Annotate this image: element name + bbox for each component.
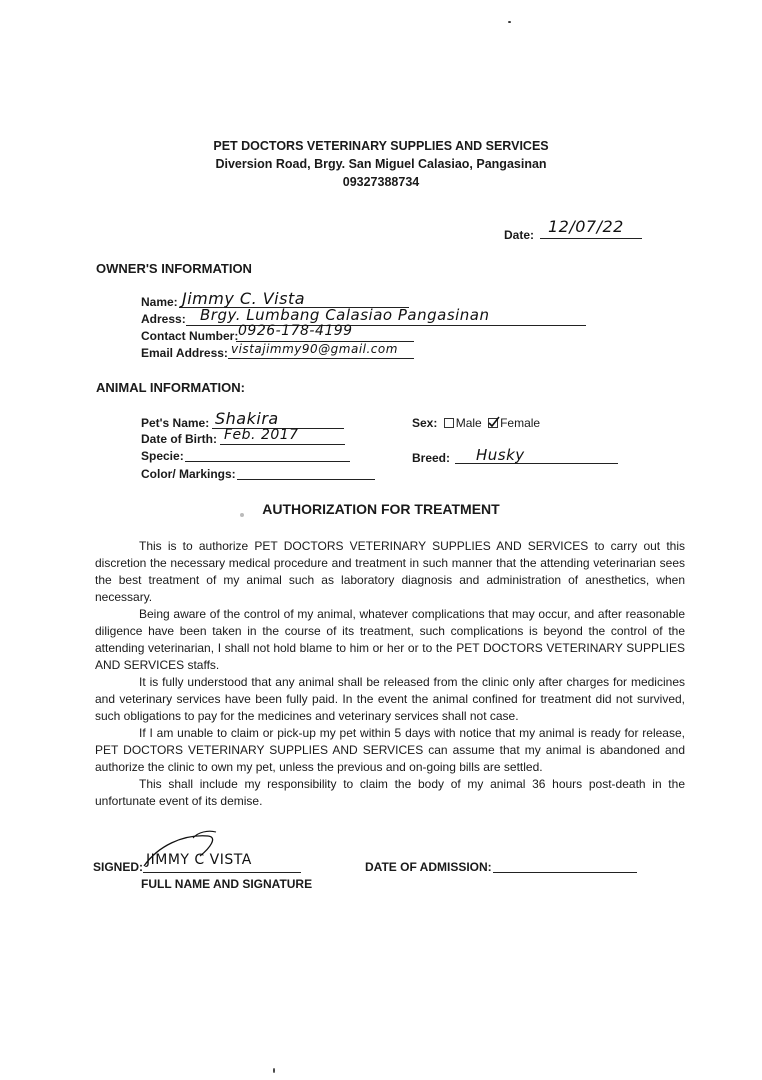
male-option-label: Male xyxy=(455,416,482,430)
authorization-body xyxy=(95,538,685,810)
scan-speck xyxy=(273,1068,275,1073)
pet-name-label: Pet's Name: xyxy=(141,416,210,430)
authorization-paragraph-5: This shall include my responsibility to claim the body of my animal 36 hours post-death in the unfortunate event of its demise. xyxy=(95,777,685,808)
contact-number-value: 0926-178-4199 xyxy=(238,323,353,339)
checkmark-icon xyxy=(488,416,500,428)
email-value: vistajimmy90@gmail.com xyxy=(231,342,398,356)
dob-label: Date of Birth: xyxy=(141,432,217,446)
signature-caption: FULL NAME AND SIGNATURE xyxy=(141,877,313,891)
sex-label: Sex: xyxy=(412,416,438,430)
sex-field xyxy=(412,416,540,430)
color-markings-line xyxy=(237,479,375,480)
signed-label: SIGNED: xyxy=(93,860,144,874)
authorization-paragraph-4: If I am unable to claim or pick-up my pet within 5 days with notice that my animal is ready for release, PET DOCTORS VETERINARY SUPPLIES AND SERVICES can assume that my animal is abandoned and authorize the clinic to own my pet, unless the previous and on-going bills are settled. xyxy=(95,726,685,774)
authorization-paragraph-1: This is to authorize PET DOCTORS VETERINARY SUPPLIES AND SERVICES to carry out this discretion the necessary medical procedure and treatment in such manner that the attending veterinarian sees the best treatment of my animal such as laboratory diagnosis and administration of anesthetics, when necessary. xyxy=(95,539,685,604)
dob-value: Feb. 2017 xyxy=(224,427,299,443)
owner-address-label: Adress: xyxy=(141,312,186,326)
admission-date-label: DATE OF ADMISSION: xyxy=(365,860,492,874)
business-name: PET DOCTORS VETERINARY SUPPLIES AND SERVICES xyxy=(213,139,549,153)
species-line xyxy=(185,461,350,462)
email-line xyxy=(228,358,414,359)
owner-name-value: Jimmy C. Vista xyxy=(182,289,306,308)
animal-section-title: ANIMAL INFORMATION: xyxy=(96,380,245,395)
authorization-title: AUTHORIZATION FOR TREATMENT xyxy=(262,501,500,517)
scan-speck xyxy=(240,513,244,517)
species-label: Specie: xyxy=(141,449,184,463)
authorization-paragraph-2: Being aware of the control of my animal, whatever complications that may occur, and after reasonable diligence have been taken in the course of its treatment, such complications is beyond the control of the attending veterinarian, I shall not hold blame to him or her or to the PET DOCTORS VETERINARY SUPPLIES AND SERVICES staffs. xyxy=(95,607,685,672)
male-checkbox[interactable] xyxy=(444,418,454,428)
owner-address-value: Brgy. Lumbang Calasiao Pangasinan xyxy=(200,306,490,324)
business-phone: 09327388734 xyxy=(342,175,420,189)
authorization-paragraph-3: It is fully understood that any animal shall be released from the clinic only after charges for medicines and veterinary services have been fully paid. In the event the animal confined for treatment did not survived, such obligations to pay for the medicines and veterinary services shall not case. xyxy=(95,675,685,723)
female-option-label: Female xyxy=(500,416,541,430)
dob-line xyxy=(220,444,345,445)
color-markings-label: Color/ Markings: xyxy=(141,467,236,481)
female-checkbox[interactable] xyxy=(488,418,498,428)
business-address: Diversion Road, Brgy. San Miguel Calasiao, Pangasinan xyxy=(215,157,547,171)
admission-date-line xyxy=(493,872,637,873)
signature-name-value: JIMMY C VISTA xyxy=(146,852,252,868)
pet-name-value: Shakira xyxy=(215,409,279,428)
scan-speck xyxy=(508,21,511,23)
breed-value: Husky xyxy=(476,446,525,464)
owner-name-label: Name: xyxy=(141,295,178,309)
email-label: Email Address: xyxy=(141,346,228,360)
date-line xyxy=(540,238,642,239)
signature-flourish xyxy=(138,826,248,876)
contact-number-label: Contact Number: xyxy=(141,329,239,343)
date-value: 12/07/22 xyxy=(548,217,624,236)
breed-label: Breed: xyxy=(412,451,451,465)
date-label: Date: xyxy=(504,228,535,242)
owner-section-title: OWNER'S INFORMATION xyxy=(96,261,252,276)
